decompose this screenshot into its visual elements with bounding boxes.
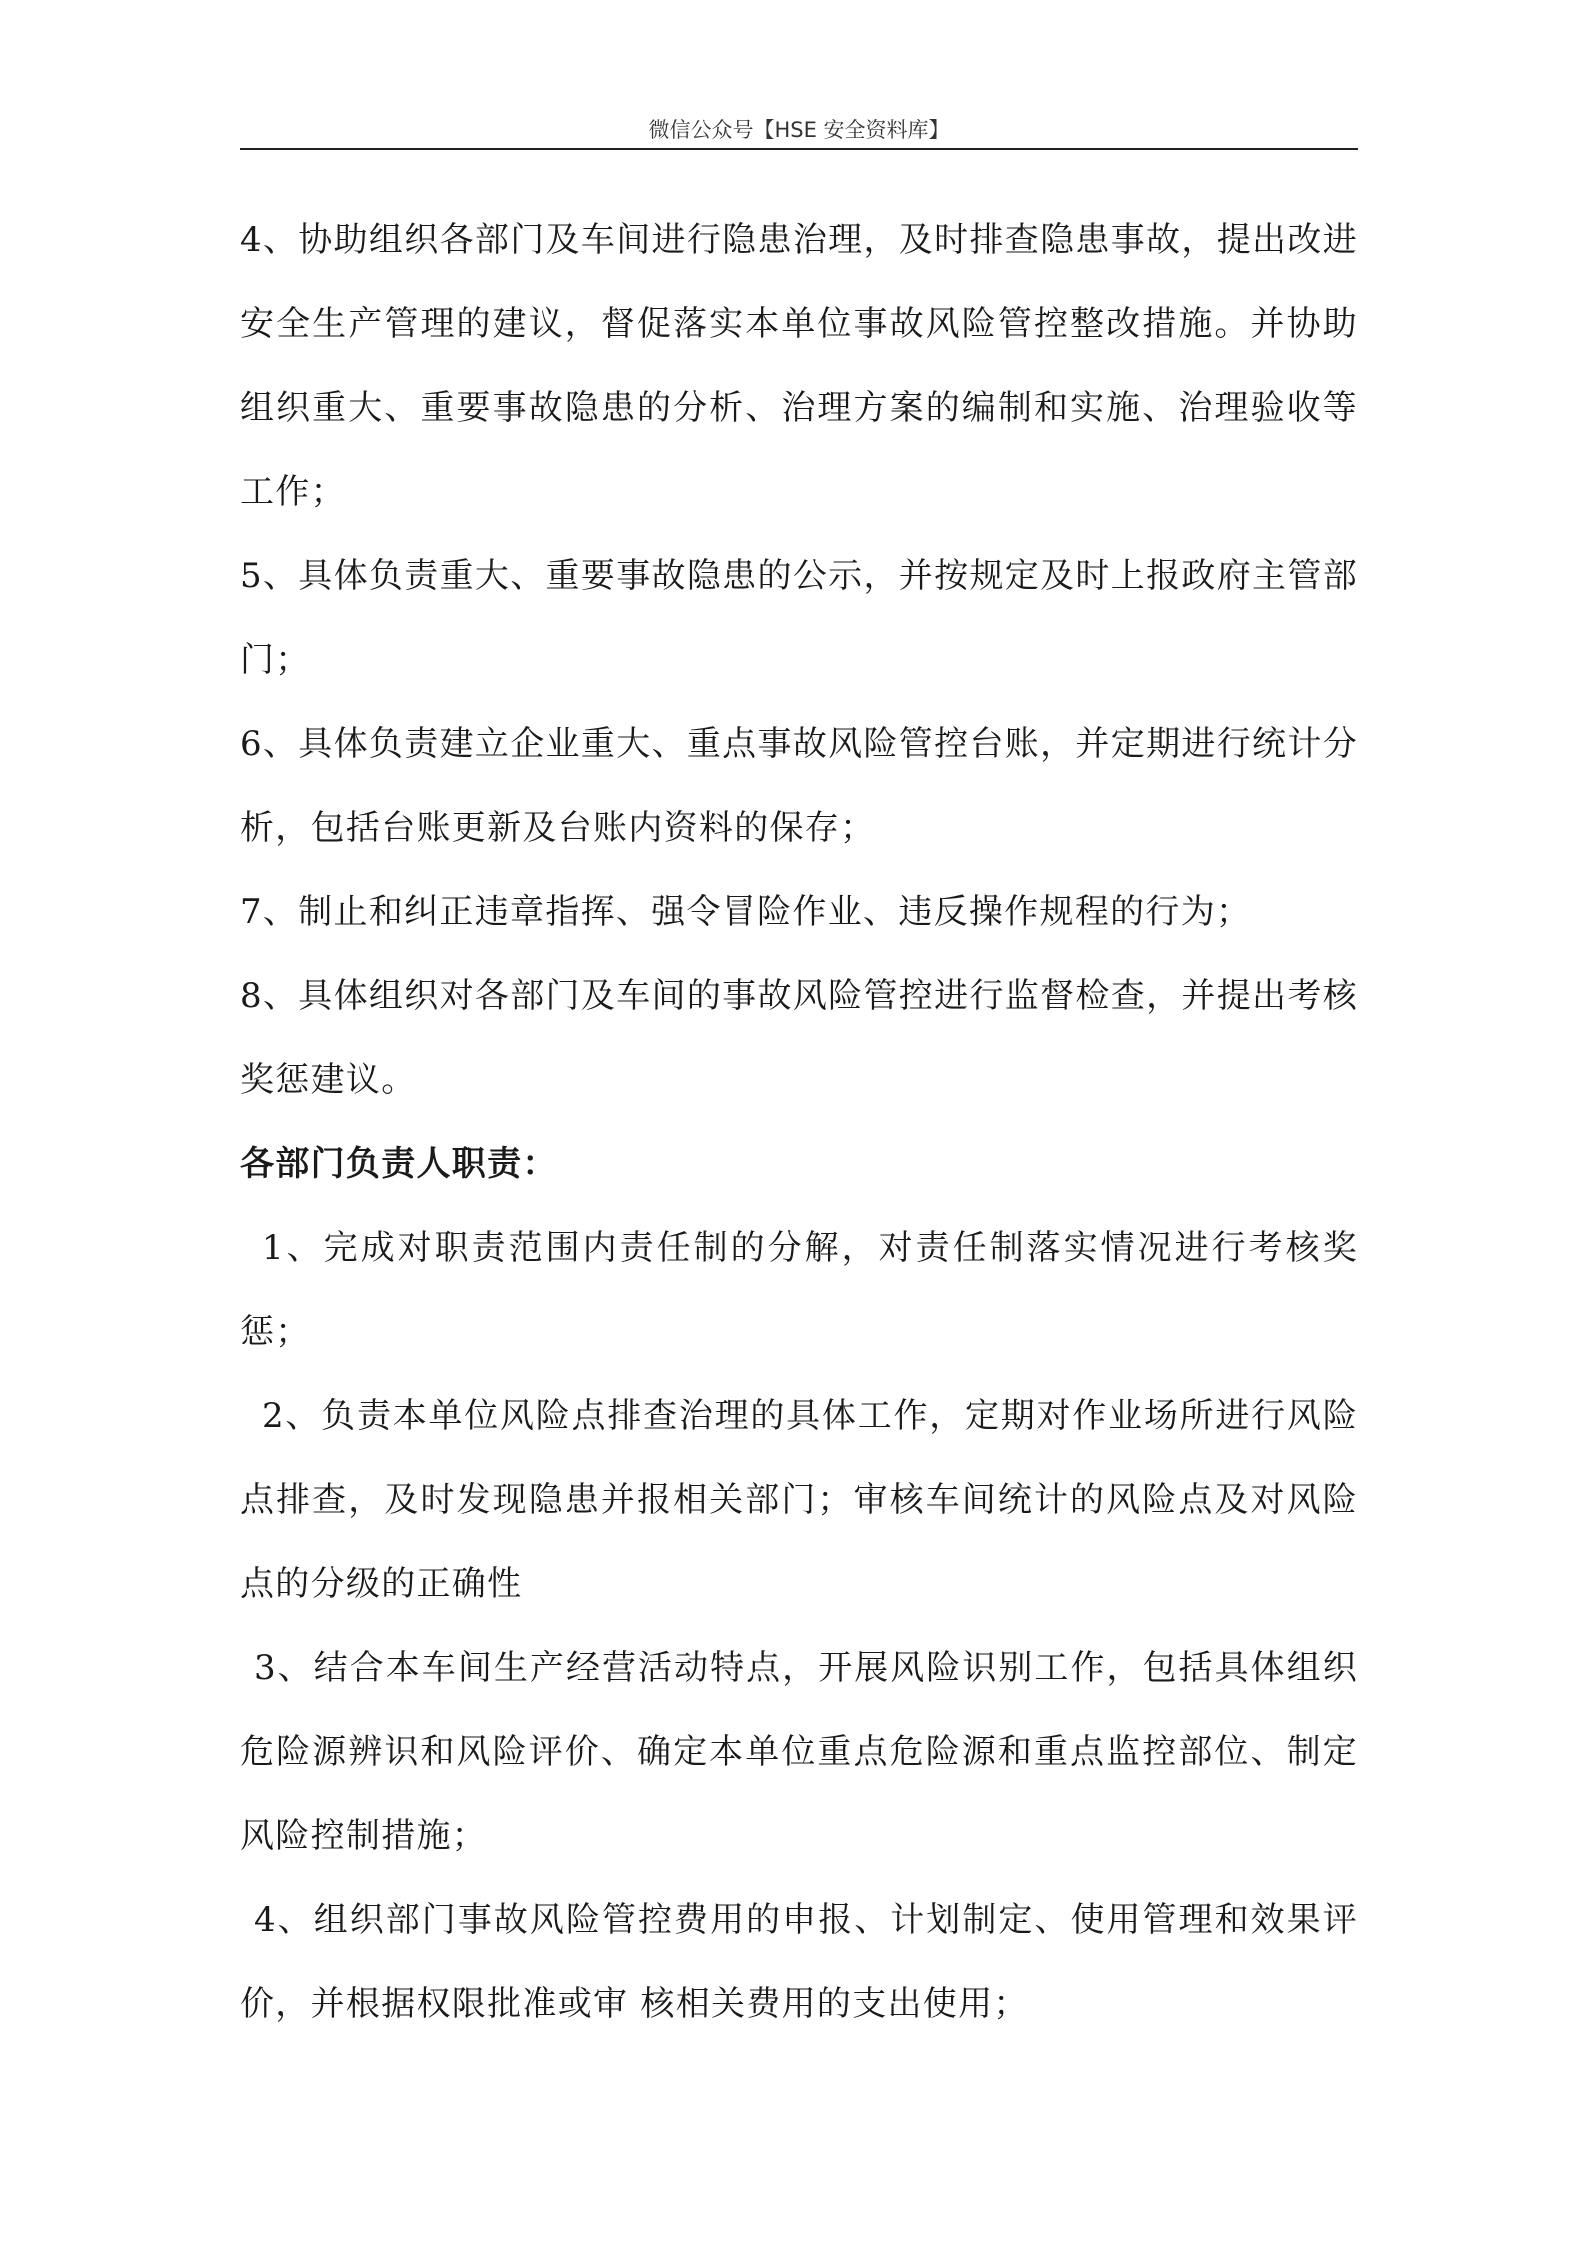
paragraph-item-8: 8、具体组织对各部门及车间的事故风险管控进行监督检查，并提出考核奖惩建议。 [240, 976, 1358, 1100]
paragraph-item-7: 7、制止和纠正违章指挥、强令冒险作业、违反操作规程的行为； [240, 892, 1252, 932]
dept-duty-1: 1、完成对职责范围内责任制的分解，对责任制落实情况进行考核奖惩； [240, 1228, 1358, 1352]
dept-duty-3: 3、结合本车间生产经营活动特点，开展风险识别工作，包括具体组织危险源辨识和风险评价、确定本单位重点危险源和重点监控部位、制定风险控制措施； [240, 1648, 1358, 1856]
header-divider [240, 148, 1358, 150]
paragraph-item-6: 6、具体负责建立企业重大、重点事故风险管控台账，并定期进行统计分析，包括台账更新及台账内资料的保存； [240, 724, 1358, 848]
paragraph-item-5: 5、具体负责重大、重要事故隐患的公示，并按规定及时上报政府主管部门； [240, 556, 1358, 680]
document-body [240, 198, 1358, 2046]
dept-duty-4: 4、组织部门事故风险管控费用的申报、计划制定、使用管理和效果评价，并根据权限批准或审 核相关费用的支出使用； [240, 1900, 1358, 2024]
dept-duty-2: 2、负责本单位风险点排查治理的具体工作，定期对作业场所进行风险点排查，及时发现隐患并报相关部门；审核车间统计的风险点及对风险点的分级的正确性 [240, 1396, 1358, 1604]
page-header: 微信公众号【HSE 安全资料库】 [648, 118, 950, 142]
paragraph-item-4: 4、协助组织各部门及车间进行隐患治理，及时排查隐患事故，提出改进安全生产管理的建议，督促落实本单位事故风险管控整改措施。并协助组织重大、重要事故隐患的分析、治理方案的编制和实施、治理验收等工作； [240, 220, 1358, 512]
section-heading: 各部门负责人职责： [240, 1144, 558, 1184]
